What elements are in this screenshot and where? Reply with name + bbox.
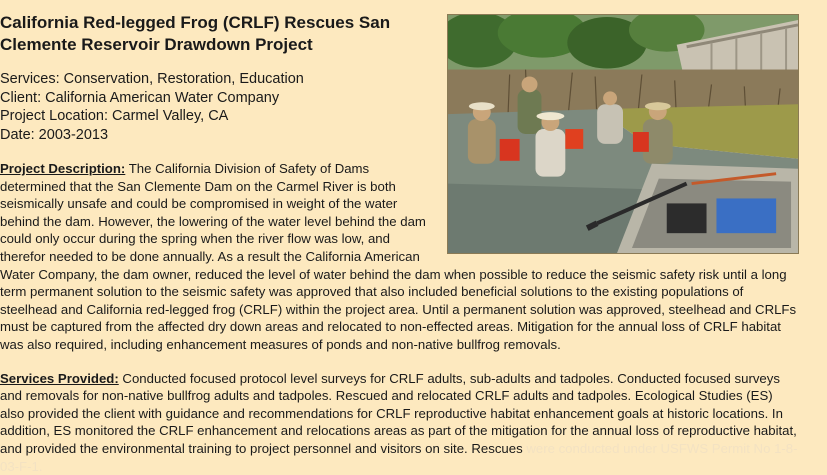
services-provided-faded-text: were conducted under USFWS Permit No 1-8-03-F-1. bbox=[0, 440, 798, 474]
project-description-text: The California Division of Safety of Dams determined that the San Clemente Dam on the Carmel River is both seismically unsafe and could be compromised in weight of the water behind the dam. However, the lowering of the water level behind the dam could only occur during the spring when the river flow was low, and therefor needed to be done annually. As a result the California American Water Company, the dam owner, reduced the level of water behind the dam when possible to reduce the seismic safety risk until a long term permanent solution to the seismic safety was approved that also included beneficial solutions to the existing populations of steelhead and California red-legged frog (CRLF) within the project area. Until a permanent solution was approved, steelhead and CRLFs must be captured from the affected dry down areas and relocated to non-effected areas. Mitigation for the annual loss of CRLF habitat was also required, including enhancement measures of ponds and non-native bullfrog removals. bbox=[0, 161, 797, 352]
reservoir-photo-illustration bbox=[448, 15, 798, 253]
page-title: California Red-legged Frog (CRLF) Rescues San Clemente Reservoir Drawdown Project bbox=[0, 13, 391, 54]
services-provided bbox=[0, 370, 799, 475]
client-line: Client: California American Water Company bbox=[0, 89, 280, 106]
services-provided-heading: Services Provided: bbox=[0, 370, 119, 386]
project-description-heading: Project Description: bbox=[0, 161, 126, 176]
services-line: Services: Conservation, Restoration, Education bbox=[0, 71, 304, 87]
location-line: Project Location: Carmel Valley, CA bbox=[0, 108, 229, 124]
field-crew-photo bbox=[447, 14, 799, 254]
date-line: Date: 2003-2013 bbox=[0, 126, 109, 143]
services-provided-text: Conducted focused protocol level surveys for CRLF adults, sub-adults and tadpoles. Conducted focused surveys and removals for non-native bullfrog adults and tadpoles. Rescued and relocated CRLF adults and tadpoles. Ecological Studies (ES) also provided the client with guidance and recommendations for CRLF reproductive habitat enhancement goals at historic locations. In addition, ES monitored the CRLF enhancement and relocations areas as part of the mitigation for the annual loss of reproductive habitat, and provided the environmental training to project personnel and visitors on site. Rescues bbox=[0, 370, 797, 456]
